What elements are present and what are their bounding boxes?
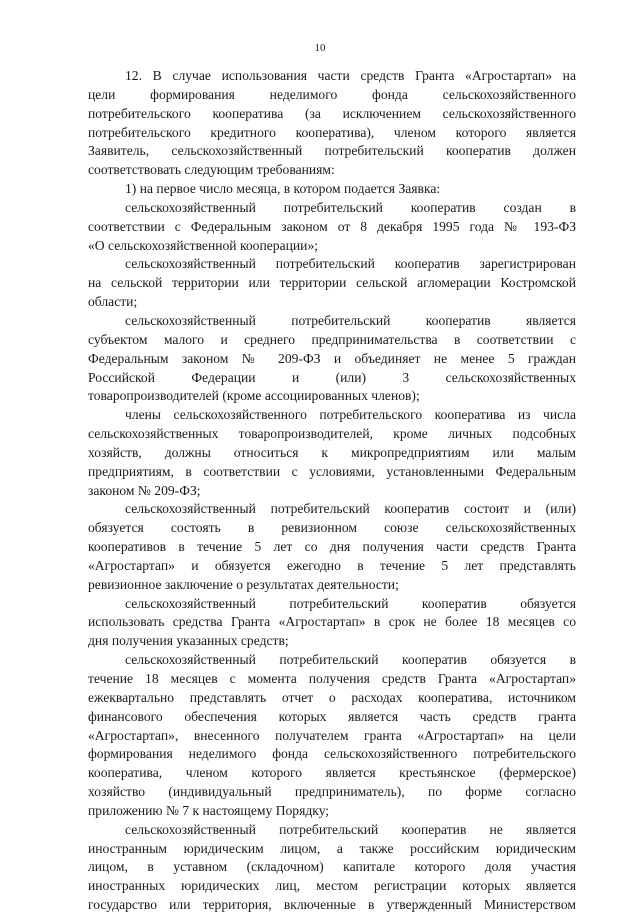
page-number: 10 <box>314 42 326 54</box>
text-line: кооперативов в течение 5 лет со дня получения части средств Гранта <box>88 539 576 555</box>
text-line: сельскохозяйственный потребительский кооператив состоит и (или) <box>125 501 576 517</box>
text-line: хозяйство (индивидуальный предприниматель), по форме согласно <box>88 784 576 800</box>
text-line: сельскохозяйственный потребительский кооператив не является <box>125 821 576 837</box>
text-line: соответствовать следующим требованиям: <box>88 162 335 178</box>
text-line: субъектом малого и среднего предпринимательства в соответствии с <box>88 331 576 347</box>
text-line: Заявитель, сельскохозяйственный потребительский кооператив должен <box>88 143 576 159</box>
text-line: сельскохозяйственных товаропроизводителей, кроме личных подсобных <box>88 426 576 442</box>
document-body <box>88 67 576 915</box>
text-line: потребительского кооператива (за исключением сельскохозяйственного <box>88 105 576 121</box>
text-line: цели формирования неделимого фонда сельскохозяйственного <box>88 86 576 102</box>
text-line: «Агростартап», внесенного получателем гранта «Агростартап» на цели <box>88 727 576 743</box>
text-line: Российской Федерации и (или) 3 сельскохозяйственных <box>88 369 576 385</box>
text-line: государство или территория, включенные в утвержденный Министерством <box>88 897 576 913</box>
text-line: сельскохозяйственный потребительский кооператив зарегистрирован <box>125 256 576 272</box>
text-line: ежеквартально представлять отчет о расходах кооператива, источником <box>88 689 576 705</box>
text-line: потребительского кредитного кооператива), членом которого является <box>88 124 576 140</box>
text-line: соответствии с Федеральным законом от 8 декабря 1995 года № 193-ФЗ <box>88 218 576 234</box>
text-line: течение 18 месяцев с момента получения средств Гранта «Агростартап» <box>88 671 576 686</box>
text-line: сельскохозяйственный потребительский кооператив является <box>125 312 576 328</box>
text-line: области; <box>88 294 138 310</box>
text-line: использовать средства Гранта «Агростартап» в срок не более 18 месяцев со <box>88 614 576 630</box>
text-line: кооператива, членом которого является крестьянское (фермерское) <box>88 765 576 781</box>
text-line: финансового обеспечения которых является часть средств гранта <box>88 708 576 724</box>
text-line: товаропроизводителей (кроме ассоциированных членов); <box>88 388 420 404</box>
text-line: 12. В случае использования части средств Гранта «Агростартап» на <box>125 68 576 83</box>
text-line: предприятиям, в соответствии с условиями, установленными Федеральным <box>88 463 576 479</box>
text-line: 1) на первое число месяца, в котором подается Заявка: <box>125 181 441 197</box>
text-line: «О сельскохозяйственной кооперации»; <box>88 237 319 253</box>
text-line: «Агростартап» и обязуется ежегодно в течение 5 лет представлять <box>88 557 576 573</box>
text-line: дня получения указанных средств; <box>88 633 289 649</box>
text-line: хозяйств, должны относиться к микропредприятиям или малым <box>88 444 576 460</box>
text-line: Федеральным законом № 209-ФЗ и объединяет не менее 5 граждан <box>88 350 576 366</box>
text-line: на сельской территории или территории сельской агломерации Костромской <box>88 275 576 291</box>
text-line: приложению № 7 к настоящему Порядку; <box>88 802 330 818</box>
text-line: иностранным юридическим лицом, а также российским юридическим <box>88 840 576 856</box>
text-line: иностранных юридических лиц, местом регистрации которых является <box>88 878 576 894</box>
text-line: сельскохозяйственный потребительский кооператив обязуется <box>125 595 576 611</box>
text-line: члены сельскохозяйственного потребительского кооператива из числа <box>125 407 576 423</box>
text-line: сельскохозяйственный потребительский кооператив создан в <box>125 199 576 215</box>
text-line: формирования неделимого фонда сельскохозяйственного потребительского <box>88 746 576 762</box>
text-line: сельскохозяйственный потребительский кооператив обязуется в <box>125 652 576 668</box>
text-line: законом № 209-ФЗ; <box>88 482 201 498</box>
text-line: лицом, в уставном (складочном) капитале которого доля участия <box>88 859 576 875</box>
text-line: обязуется состоять в ревизионном союзе сельскохозяйственных <box>88 520 576 536</box>
text-line: ревизионное заключение о результатах деятельности; <box>88 576 399 592</box>
